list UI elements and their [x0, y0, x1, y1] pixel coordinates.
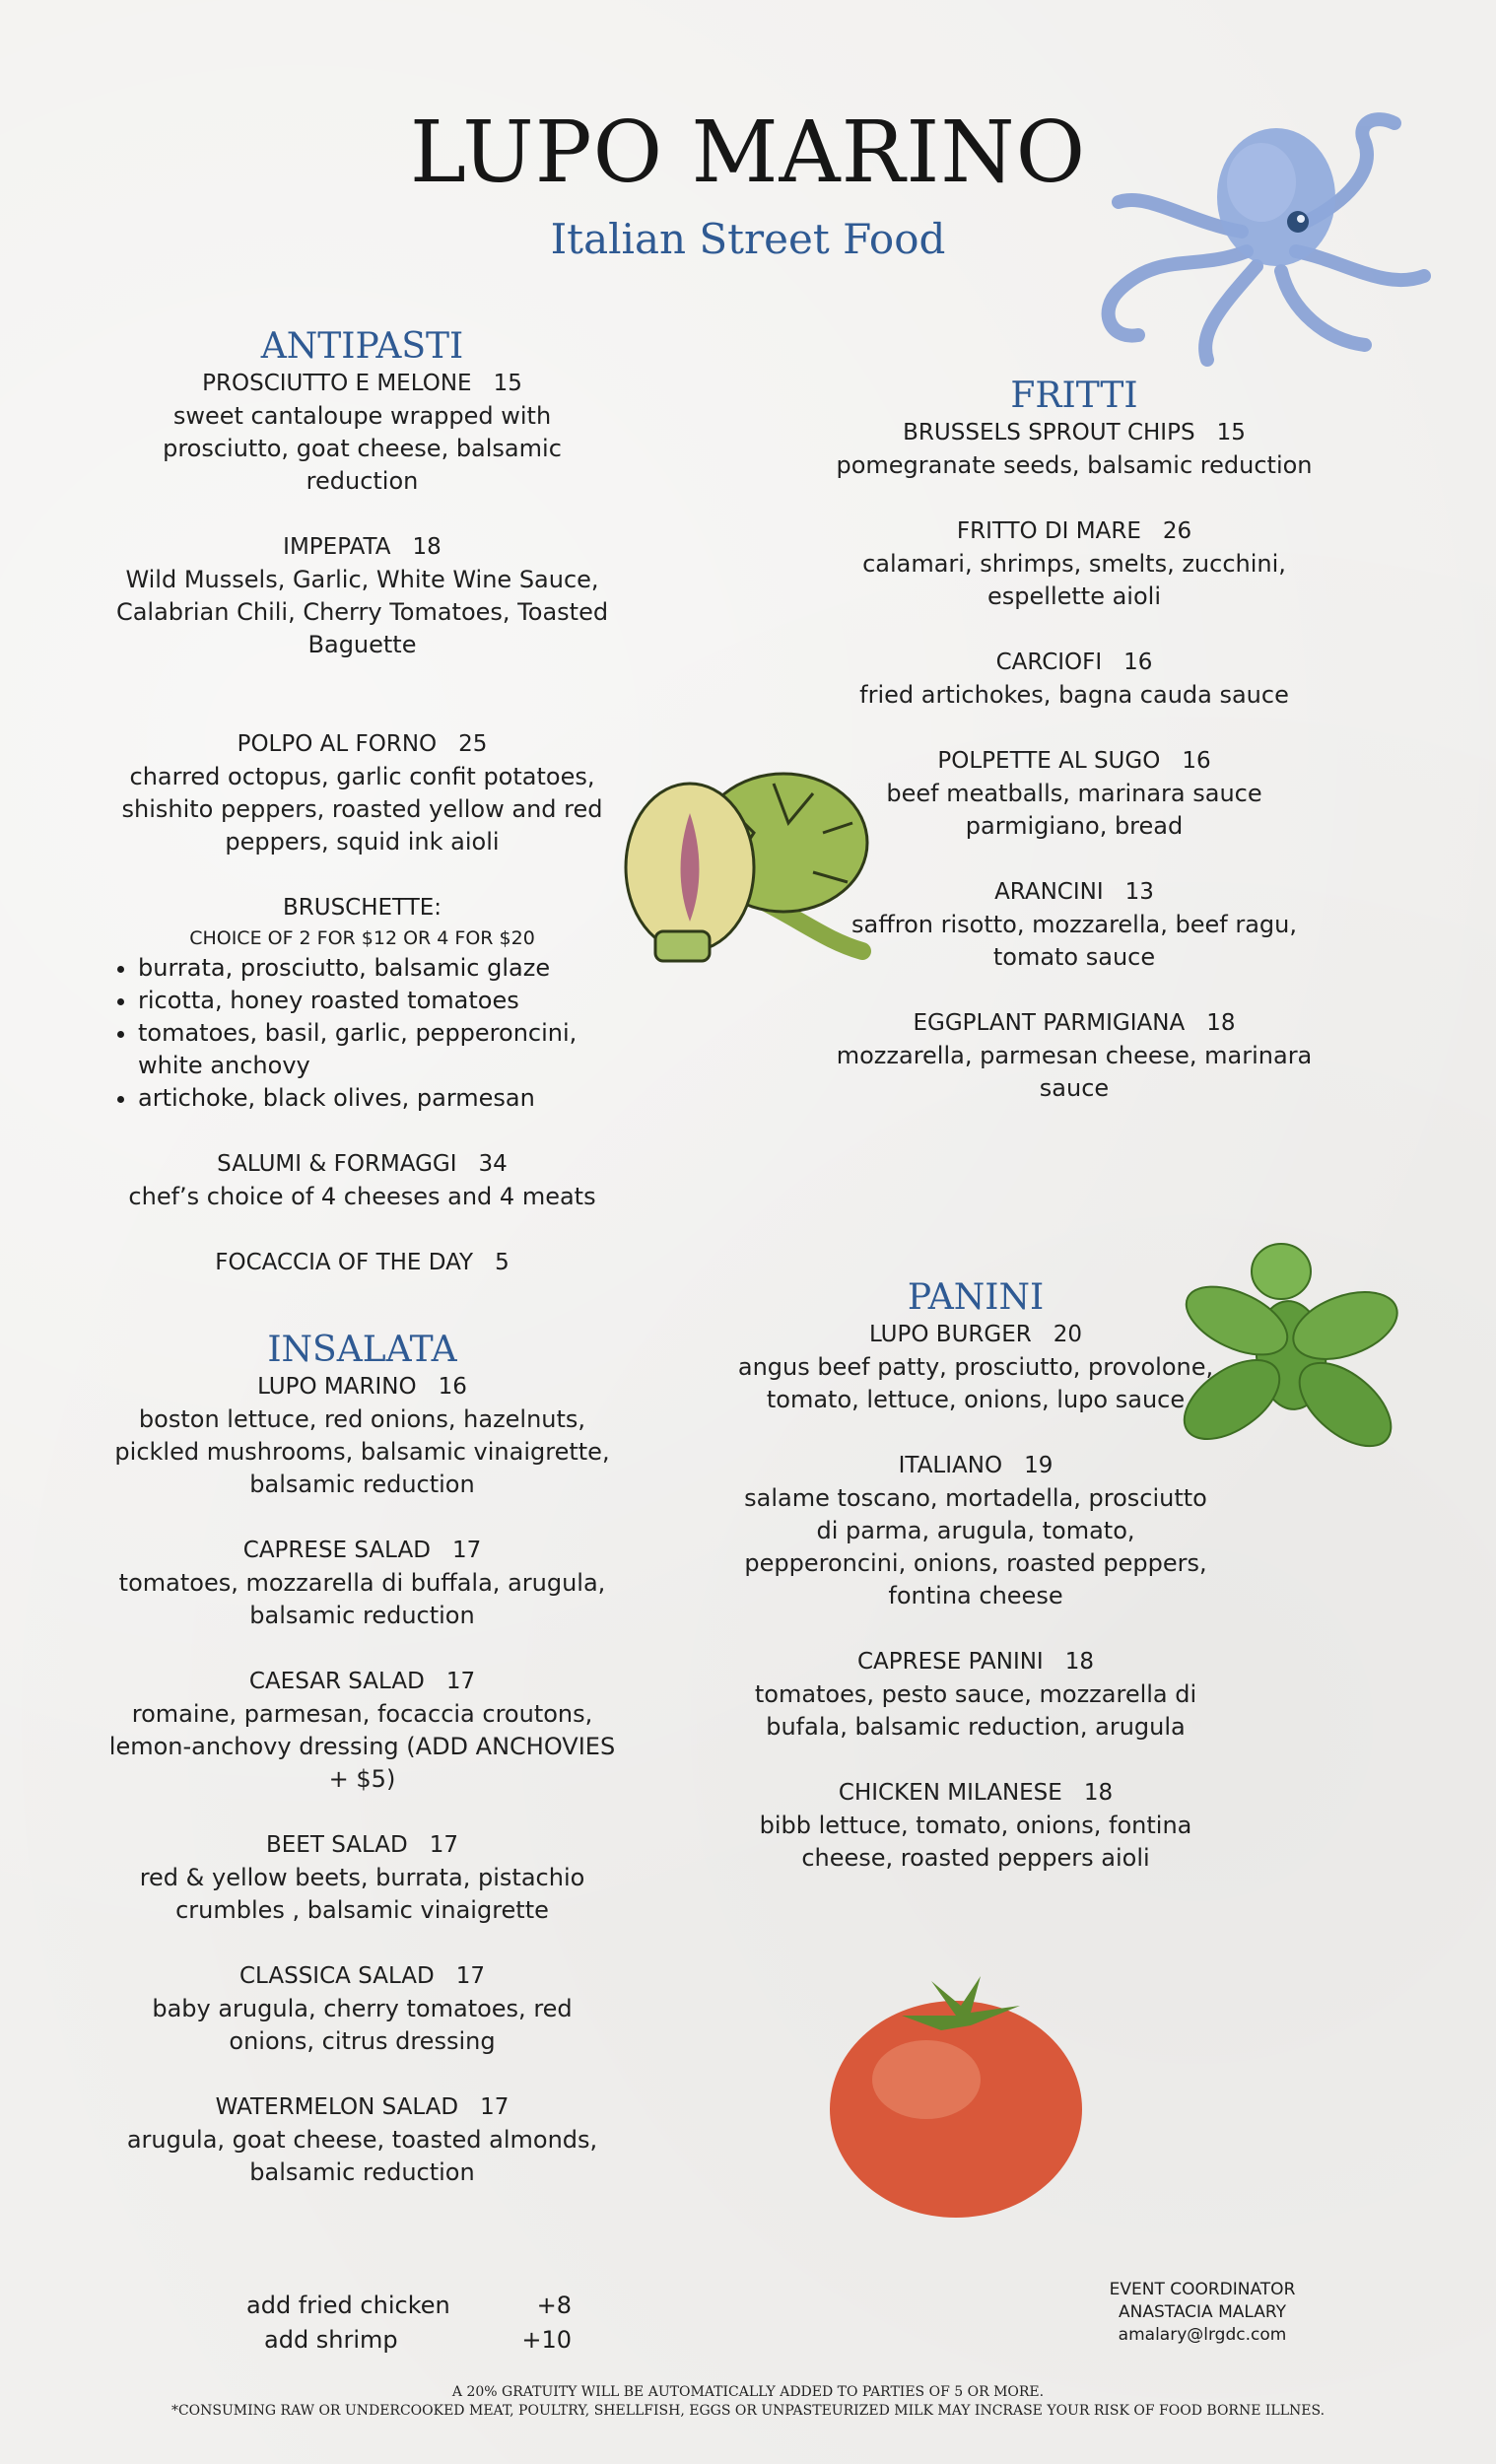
item-name: IMPEPATA — [283, 534, 391, 561]
menu-item — [108, 1148, 616, 1213]
menu-item — [108, 368, 616, 498]
item-price: 16 — [1123, 650, 1153, 676]
item-price: 17 — [455, 1963, 486, 1990]
item-description: saffron risotto, mozzarella, beef ragu, tomato sauce — [851, 911, 1297, 972]
event-coordinator — [1064, 2279, 1340, 2347]
menu-item — [734, 515, 1414, 613]
addon-item — [246, 2323, 572, 2358]
item-name: POLPETTE AL SUGO — [937, 748, 1161, 775]
item-price: 18 — [412, 534, 442, 561]
menu-item — [734, 1007, 1414, 1105]
item-name: LUPO MARINO — [257, 1374, 417, 1401]
addons-list — [246, 2289, 572, 2358]
consumption-warning: *CONSUMING RAW OR UNDERCOOKED MEAT, POULTRY, SHELLFISH, EGGS OR UNPASTEURIZED MILK MAY INCRASE YOUR RISK OF FOOD BORNE ILLNES. — [170, 2403, 1326, 2419]
insalata-heading: INSALATA — [267, 1330, 457, 1371]
gratuity-note: A 20% GRATUITY WILL BE AUTOMATICALLY ADDED TO PARTIES OF 5 OR MORE. — [451, 2384, 1045, 2400]
item-price: 17 — [480, 2094, 510, 2121]
list-item: • artichoke, black olives, parmesan — [138, 1082, 616, 1115]
list-item: • tomatoes, basil, garlic, pepperoncini, white anchovy — [138, 1017, 616, 1082]
item-price: 17 — [445, 1669, 476, 1695]
item-name: ARANCINI — [994, 879, 1104, 906]
bruschette-item — [108, 892, 616, 1115]
item-description: mozzarella, parmesan cheese, marinara sauce — [836, 1042, 1313, 1103]
menu-item — [734, 1319, 1217, 1416]
menu-item — [734, 745, 1414, 843]
item-description: chef’s choice of 4 cheeses and 4 meats — [128, 1183, 596, 1211]
item-price: 25 — [458, 731, 488, 758]
item-price: 15 — [1216, 420, 1246, 446]
restaurant-title: LUPO MARINO — [409, 103, 1087, 202]
item-description: tomatoes, pesto sauce, mozzarella di bufala, balsamic reduction, arugula — [754, 1680, 1197, 1742]
menu-item — [734, 417, 1414, 482]
footer-notes — [0, 2383, 1496, 2421]
addon-label: add fried chicken — [246, 2292, 450, 2319]
item-description: beef meatballs, marinara sauce parmigiano, bread — [886, 780, 1262, 841]
fritti-heading: FRITTI — [1010, 376, 1138, 416]
panini-heading: PANINI — [907, 1277, 1045, 1318]
list-item: • burrata, prosciutto, balsamic glaze — [138, 952, 616, 985]
item-price: 18 — [1064, 1649, 1094, 1676]
addon-label: add shrimp — [264, 2326, 398, 2354]
item-name: CAPRESE SALAD — [242, 1538, 431, 1564]
item-description: romaine, parmesan, focaccia croutons, lemon-anchovy dressing (ADD ANCHOVIES + $5) — [108, 1700, 616, 1794]
menu-item — [734, 876, 1414, 974]
item-price: 13 — [1124, 879, 1154, 906]
item-price: 26 — [1162, 518, 1192, 545]
menu-item — [108, 1535, 616, 1632]
item-description: red & yellow beets, burrata, pistachio crumbles , balsamic vinaigrette — [139, 1864, 585, 1925]
item-price: 18 — [1083, 1780, 1114, 1807]
coordinator-title: EVENT COORDINATOR — [1109, 2280, 1296, 2299]
item-name: FRITTO DI MARE — [956, 518, 1141, 545]
item-description: arugula, goat cheese, toasted almonds, balsamic reduction — [126, 2126, 598, 2187]
item-description: pomegranate seeds, balsamic reduction — [836, 451, 1313, 480]
item-description: calamari, shrimps, smelts, zucchini, espellette aioli — [862, 550, 1286, 611]
item-name: CAPRESE PANINI — [856, 1649, 1044, 1676]
item-name: CARCIOFI — [995, 650, 1103, 676]
coordinator-name: ANASTACIA MALARY — [1119, 2302, 1286, 2322]
item-description: fried artichokes, bagna cauda sauce — [859, 681, 1289, 710]
menu-item — [734, 1646, 1217, 1744]
item-note: CHOICE OF 2 FOR $12 OR 4 FOR $20 — [189, 927, 535, 950]
panini-column — [734, 1276, 1217, 1908]
octopus-illustration — [1079, 103, 1454, 379]
item-description: charred octopus, garlic confit potatoes, shishito peppers, roasted yellow and red peppers, squid ink aioli — [121, 763, 603, 856]
item-name: EGGPLANT PARMIGIANA — [913, 1010, 1186, 1037]
restaurant-subtitle: Italian Street Food — [550, 215, 946, 263]
menu-item — [108, 1960, 616, 2058]
item-description: salame toscano, mortadella, prosciutto di parma, arugula, tomato, pepperoncini, onions, roasted peppers, fontina cheese — [744, 1484, 1207, 1610]
item-description: Wild Mussels, Garlic, White Wine Sauce, Calabrian Chili, Cherry Tomatoes, Toasted Baguette — [115, 566, 609, 659]
menu-item — [108, 2091, 616, 2189]
left-column — [108, 325, 616, 2223]
item-name: FOCACCIA OF THE DAY — [215, 1250, 474, 1276]
item-price: 17 — [451, 1538, 482, 1564]
item-price: 17 — [429, 1832, 459, 1859]
item-name: WATERMELON SALAD — [215, 2094, 459, 2121]
fritti-column — [734, 375, 1414, 1138]
menu-item — [108, 1666, 616, 1796]
item-description: boston lettuce, red onions, hazelnuts, pickled mushrooms, balsamic vinaigrette, balsamic reduction — [114, 1405, 610, 1499]
item-price: 5 — [495, 1250, 510, 1276]
addon-item — [246, 2289, 572, 2323]
item-name: BRUSCHETTE: — [282, 895, 442, 922]
item-price: 16 — [1182, 748, 1211, 775]
item-price: 20 — [1053, 1322, 1082, 1348]
item-price: 15 — [493, 371, 522, 397]
menu-item — [108, 728, 616, 858]
item-name: CHICKEN MILANESE — [838, 1780, 1062, 1807]
menu-item — [734, 647, 1414, 712]
menu-item — [734, 1777, 1217, 1875]
list-item: • ricotta, honey roasted tomatoes — [138, 985, 616, 1017]
item-name: BEET SALAD — [265, 1832, 408, 1859]
item-price: 34 — [478, 1151, 508, 1178]
item-name: CAESAR SALAD — [248, 1669, 425, 1695]
item-name: SALUMI & FORMAGGI — [217, 1151, 457, 1178]
item-description: angus beef patty, prosciutto, provolone, tomato, lettuce, onions, lupo sauce — [737, 1353, 1214, 1414]
addon-price: +10 — [521, 2326, 572, 2354]
item-description: tomatoes, mozzarella di buffala, arugula, balsamic reduction — [118, 1569, 606, 1630]
coordinator-email[interactable]: amalary@lrgdc.com — [1118, 2325, 1287, 2345]
menu-item — [108, 1829, 616, 1927]
menu-item — [108, 531, 616, 661]
menu-item — [108, 1247, 616, 1279]
bruschette-options — [108, 952, 616, 1115]
item-price: 18 — [1206, 1010, 1236, 1037]
item-description: baby arugula, cherry tomatoes, red onions, citrus dressing — [152, 1995, 573, 2056]
item-name: BRUSSELS SPROUT CHIPS — [903, 420, 1195, 446]
item-name: LUPO BURGER — [869, 1322, 1032, 1348]
item-description: sweet cantaloupe wrapped with prosciutto, goat cheese, balsamic reduction — [163, 402, 562, 496]
item-price: 19 — [1024, 1453, 1054, 1479]
item-name: PROSCIUTTO E MELONE — [202, 371, 472, 397]
item-price: 16 — [438, 1374, 467, 1401]
antipasti-heading: ANTIPASTI — [260, 326, 464, 367]
item-name: ITALIANO — [898, 1453, 1003, 1479]
tomato-illustration — [823, 1971, 1089, 2223]
menu-item — [108, 1371, 616, 1501]
item-description: bibb lettuce, tomato, onions, fontina cheese, roasted peppers aioli — [759, 1812, 1192, 1873]
addon-price: +8 — [536, 2292, 572, 2319]
item-name: POLPO AL FORNO — [237, 731, 438, 758]
item-name: CLASSICA SALAD — [238, 1963, 435, 1990]
menu-item — [734, 1450, 1217, 1612]
